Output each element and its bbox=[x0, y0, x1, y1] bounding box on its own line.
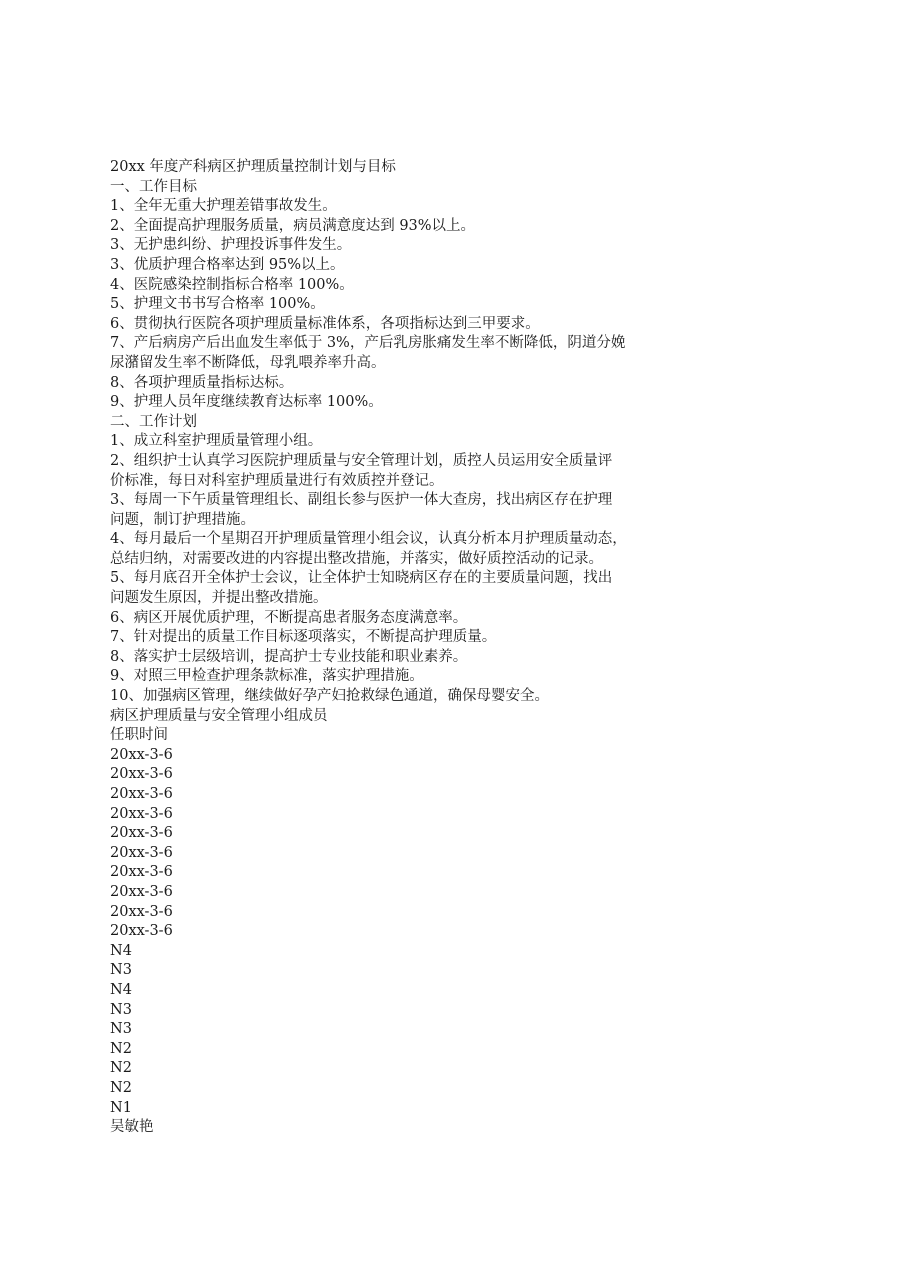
list-item: 8、各项护理质量指标达标。 bbox=[110, 374, 294, 391]
section-heading-goals: 一、工作目标 bbox=[110, 178, 197, 195]
member-name: 吴敏艳 bbox=[110, 1119, 154, 1136]
list-item: 7、产后病房产后出血发生率低于 3%，产后乳房胀痛发生率不断降低，阴道分娩 bbox=[110, 335, 626, 352]
list-item: 7、针对提出的质量工作目标逐项落实，不断提高护理质量。 bbox=[110, 629, 497, 646]
date-item: 20xx-3-6 bbox=[110, 903, 173, 920]
date-list bbox=[110, 746, 700, 942]
list-item: 2、全面提高护理服务质量，病员满意度达到 93%以上。 bbox=[110, 217, 476, 234]
level-item: N1 bbox=[110, 1099, 132, 1116]
level-item: N3 bbox=[110, 1021, 132, 1038]
date-label: 任职时间 bbox=[110, 727, 168, 744]
level-list bbox=[110, 942, 700, 1118]
list-item: 4、每月最后一个星期召开护理质量管理小组会议，认真分析本月护理质量动态， bbox=[110, 531, 627, 548]
list-item: 9、对照三甲检查护理条款标准，落实护理措施。 bbox=[110, 668, 424, 685]
list-item: 价标准，每日对科室护理质量进行有效质控并登记。 bbox=[110, 472, 444, 489]
list-item: 问题发生原因，并提出整改措施。 bbox=[110, 590, 328, 607]
list-item: 尿潴留发生率不断降低，母乳喂养率升高。 bbox=[110, 354, 386, 371]
list-item: 6、贯彻执行医院各项护理质量标准体系，各项指标达到三甲要求。 bbox=[110, 315, 540, 332]
list-item: 5、每月底召开全体护士会议，让全体护士知晓病区存在的主要质量问题，找出 bbox=[110, 570, 613, 587]
list-item: 5、护理文书书写合格率 100%。 bbox=[110, 296, 325, 313]
list-item: 6、病区开展优质护理，不断提高患者服务态度满意率。 bbox=[110, 609, 468, 626]
level-item: N2 bbox=[110, 1079, 132, 1096]
document-title: 20xx 年度产科病区护理质量控制计划与目标 bbox=[110, 159, 396, 175]
list-item: 3、优质护理合格率达到 95%以上。 bbox=[110, 256, 345, 273]
list-item: 总结归纳，对需要改进的内容提出整改措施，并落实，做好质控活动的记录。 bbox=[110, 550, 603, 567]
date-item: 20xx-3-6 bbox=[110, 805, 173, 822]
plan-list bbox=[110, 432, 700, 706]
name-list bbox=[110, 1118, 700, 1138]
level-item: N2 bbox=[110, 1040, 132, 1057]
list-item: 3、无护患纠纷、护理投诉事件发生。 bbox=[110, 237, 352, 254]
list-item: 3、每周一下午质量管理组长、副组长参与医护一体大查房，找出病区存在护理 bbox=[110, 492, 613, 509]
list-item: 8、落实护士层级培训，提高护士专业技能和职业素养。 bbox=[110, 648, 468, 665]
list-item: 9、护理人员年度继续教育达标率 100%。 bbox=[110, 394, 383, 411]
list-item: 问题，制订护理措施。 bbox=[110, 511, 255, 528]
date-item: 20xx-3-6 bbox=[110, 825, 173, 842]
date-item: 20xx-3-6 bbox=[110, 746, 173, 763]
level-item: N3 bbox=[110, 1001, 132, 1018]
list-item: 4、医院感染控制指标合格率 100%。 bbox=[110, 276, 354, 293]
members-heading: 病区护理质量与安全管理小组成员 bbox=[110, 707, 328, 724]
level-item: N4 bbox=[110, 942, 132, 959]
list-item: 1、成立科室护理质量管理小组。 bbox=[110, 433, 323, 450]
level-item: N4 bbox=[110, 981, 132, 998]
date-item: 20xx-3-6 bbox=[110, 864, 173, 881]
list-item: 10、加强病区管理，继续做好孕产妇抢救绿色通道，确保母婴安全。 bbox=[110, 688, 549, 705]
level-item: N2 bbox=[110, 1060, 132, 1077]
date-item: 20xx-3-6 bbox=[110, 923, 173, 940]
section-heading-plan: 二、工作计划 bbox=[110, 413, 197, 430]
date-item: 20xx-3-6 bbox=[110, 844, 173, 861]
goals-list bbox=[110, 197, 700, 413]
date-item: 20xx-3-6 bbox=[110, 786, 173, 802]
list-item: 2、组织护士认真学习医院护理质量与安全管理计划，质控人员运用安全质量评 bbox=[110, 452, 613, 469]
date-item: 20xx-3-6 bbox=[110, 883, 173, 900]
list-item: 1、全年无重大护理差错事故发生。 bbox=[110, 198, 337, 215]
date-item: 20xx-3-6 bbox=[110, 766, 173, 783]
level-item: N3 bbox=[110, 962, 132, 979]
document-page bbox=[110, 158, 700, 1138]
